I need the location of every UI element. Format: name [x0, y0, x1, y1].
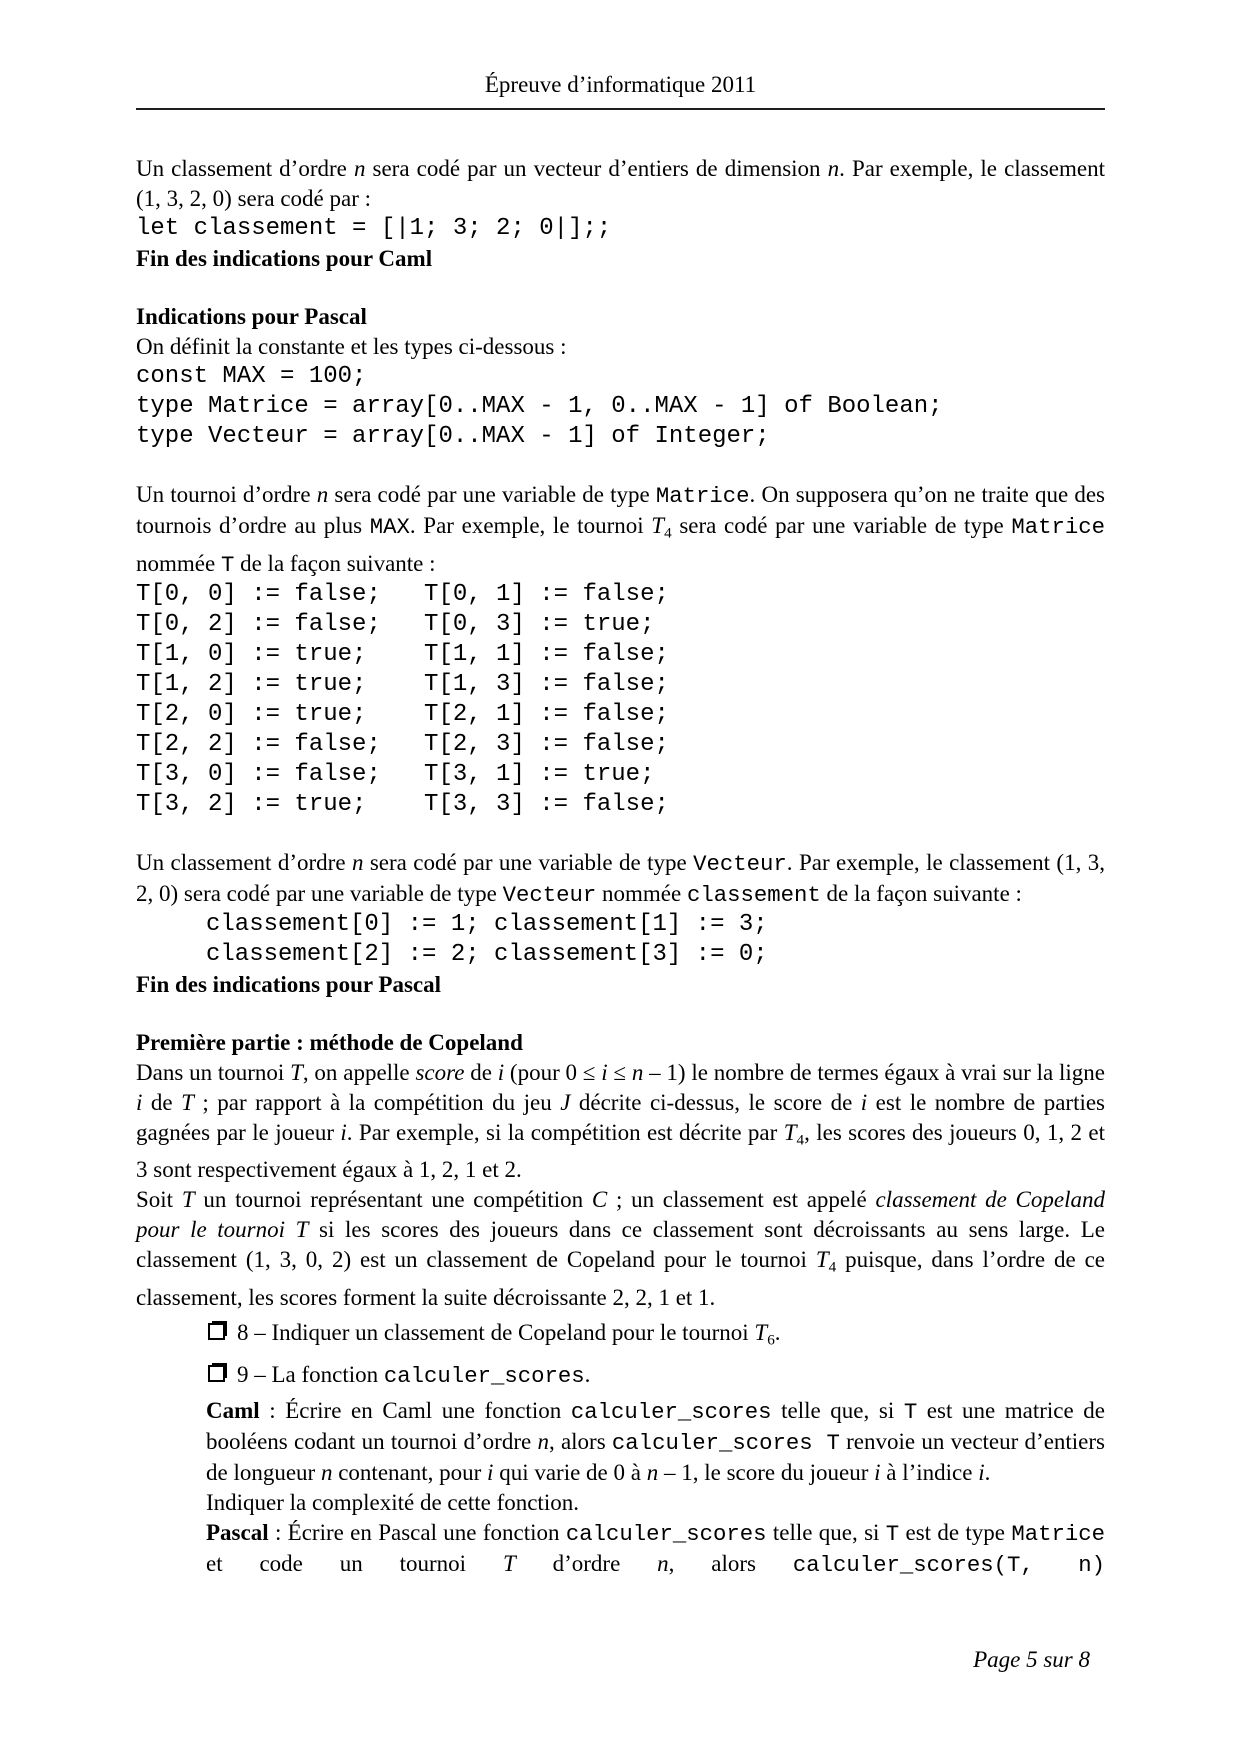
checkbox-icon	[208, 1323, 225, 1340]
code-line: T[2, 2] := false; T[2, 3] := false;	[136, 730, 669, 758]
tournoi-paragraph	[136, 480, 1105, 580]
text-segment: n	[351, 849, 364, 875]
text-segment: (pour 0 ≤	[504, 1059, 602, 1085]
pascal-task-paragraph	[206, 1518, 1105, 1580]
text-segment: Matrice	[1011, 514, 1105, 540]
text-segment: classement de Copeland pour le tournoi T	[136, 1187, 1105, 1243]
text-segment: 8 – Indiquer un classement de Copeland pour le tournoi	[237, 1319, 755, 1345]
text-segment: : Écrire en Pascal une fonction	[268, 1520, 566, 1546]
text-segment: Caml	[206, 1398, 260, 1424]
code-line: const MAX = 100;	[136, 363, 367, 390]
code-line: T[0, 2] := false; T[0, 3] := true;	[136, 610, 655, 638]
text-segment: .	[984, 1460, 991, 1486]
questions-block	[136, 1318, 1105, 1581]
pascal-intro-line: On définit la constante et les types ci-dessous :	[136, 334, 567, 359]
text-segment: à l’indice	[880, 1460, 979, 1486]
text-segment: calculer_scores	[570, 1399, 772, 1426]
code-line: T[3, 0] := false; T[3, 1] := true;	[136, 760, 655, 788]
text-segment: T	[783, 1119, 797, 1145]
code-line: type Vecteur = array[0..MAX - 1] of Integer;	[136, 423, 770, 450]
text-segment: de la façon suivante :	[234, 550, 436, 576]
code-line: classement[0] := 1; classement[1] := 3;	[206, 910, 768, 938]
text-segment: sera codé par une variable de type	[328, 482, 656, 507]
text-segment: ≤	[607, 1059, 632, 1085]
text-segment: n	[353, 156, 366, 181]
question-9	[206, 1360, 1105, 1391]
text-segment: est une matrice de booléens codant un tournoi d’ordre	[206, 1398, 1106, 1455]
text-segment: nommée	[596, 880, 687, 906]
text-segment: n	[631, 1059, 644, 1085]
text-segment: Vecteur	[693, 850, 787, 877]
text-segment: ; un classement est appelé	[607, 1187, 876, 1213]
code-line: T[2, 0] := true; T[2, 1] := false;	[136, 700, 669, 728]
text-segment: Matrice	[655, 483, 750, 509]
question-8-text	[237, 1319, 781, 1349]
text-segment: décrite ci-dessus, le score de	[570, 1089, 861, 1115]
text-segment: n	[646, 1460, 659, 1486]
text-segment: .	[584, 1362, 591, 1388]
text-segment: un tournoi représentant une compétition	[194, 1187, 592, 1213]
text-segment: i	[497, 1059, 505, 1085]
page-title: Épreuve d’informatique 2011	[484, 72, 757, 97]
text-segment: nommée	[136, 550, 221, 576]
text-segment: de	[142, 1089, 182, 1115]
text-segment: n	[316, 482, 329, 507]
text-segment: sera codé par une variable de type	[671, 513, 1012, 538]
classement-assignments-code	[136, 910, 1105, 970]
text-segment: calculer_scores	[565, 1521, 767, 1548]
text-segment: i	[136, 1089, 143, 1115]
text-segment: i	[874, 1460, 881, 1486]
pascal-heading: Indications pour Pascal	[136, 304, 367, 329]
caml-end-label: Fin des indications pour Caml	[136, 246, 433, 271]
text-segment: est le nombre de parties gagnées par le joueur	[136, 1089, 1106, 1145]
text-segment: , alors	[668, 1551, 793, 1577]
text-segment: calculer_scores	[383, 1363, 585, 1390]
text-segment: i	[601, 1059, 608, 1085]
text-segment: i	[487, 1460, 494, 1486]
text-segment: n	[827, 156, 840, 181]
text-segment: n	[537, 1429, 549, 1455]
text-segment: est de type	[899, 1520, 1012, 1546]
caml-code-block	[136, 214, 1105, 244]
text-segment: T	[181, 1187, 195, 1213]
text-segment: calculer_scores(T, n)	[792, 1552, 1105, 1579]
text-segment: Un tournoi d’ordre	[136, 482, 317, 507]
text-segment: 9 – La fonction	[237, 1362, 384, 1388]
text-segment: classement	[686, 881, 821, 908]
text-segment: telle que, si	[766, 1520, 886, 1546]
text-segment: Matrice	[1011, 1521, 1106, 1548]
text-segment: T	[885, 1521, 900, 1548]
text-segment: de la façon suivante :	[820, 880, 1022, 906]
text-segment: T	[815, 1247, 829, 1273]
text-segment: contenant, pour	[332, 1460, 488, 1486]
text-segment: C	[591, 1187, 608, 1213]
text-segment: n	[657, 1551, 669, 1577]
code-line: T[1, 0] := true; T[1, 1] := false;	[136, 640, 669, 668]
text-segment: n	[320, 1460, 333, 1486]
text-segment: i	[978, 1460, 985, 1486]
text-segment: T	[290, 1059, 303, 1085]
classement-paragraph	[136, 848, 1105, 910]
part1-heading: Première partie : méthode de Copeland	[136, 1029, 523, 1055]
code-line: let classement = [|1; 3; 2; 0|];;	[136, 215, 612, 242]
code-line: classement[2] := 2; classement[3] := 0;	[206, 940, 768, 968]
text-segment: T	[754, 1319, 768, 1345]
text-segment: , les scores des joueurs 0, 1, 2 et 3 sont respectivement égaux à 1, 2, 1 et 2.	[136, 1119, 1105, 1183]
complexity-line: Indiquer la complexité de cette fonction.	[206, 1490, 579, 1516]
text-segment: sera codé par une variable de type	[363, 849, 694, 875]
text-segment: puisque, dans l’ordre de ce classement, les scores forment la suite décroissante 2, 2, 1 et 1.	[136, 1247, 1105, 1310]
text-segment: . Par exemple, le tournoi	[409, 513, 652, 538]
text-segment: J	[560, 1089, 571, 1115]
text-segment: .	[774, 1319, 781, 1345]
question-8	[206, 1318, 1105, 1356]
text-segment: sera codé par un vecteur d’entiers de dimension	[365, 156, 828, 181]
caml-task-paragraph	[206, 1396, 1105, 1488]
text-segment: 4	[664, 524, 672, 542]
text-segment: T	[502, 1551, 516, 1577]
text-segment: . Par exemple, le classement (1, 3, 2, 0) sera codé par une variable de type	[136, 849, 1105, 906]
text-segment: MAX	[369, 514, 410, 540]
text-segment: T	[903, 1399, 918, 1426]
question-9-text	[237, 1362, 591, 1390]
text-segment: Soit	[136, 1187, 182, 1213]
text-segment: renvoie un vecteur d’entiers de longueur	[206, 1429, 1105, 1486]
text-segment: Un classement d’ordre	[136, 849, 352, 875]
pascal-end-label: Fin des indications pour Pascal	[136, 971, 442, 997]
text-segment: de	[464, 1059, 498, 1085]
text-segment: , alors	[548, 1429, 612, 1455]
text-segment: i	[860, 1089, 868, 1115]
text-segment: 6	[767, 1331, 775, 1349]
text-segment: . Par exemple, le classement (1, 3, 2, 0) sera codé par :	[136, 156, 1105, 211]
text-segment: d’ordre	[515, 1551, 658, 1577]
text-segment: calculer_scores T	[611, 1430, 840, 1457]
code-line: T[1, 2] := true; T[1, 3] := false;	[136, 670, 669, 698]
page-number: Page 5 sur 8	[973, 1647, 1090, 1672]
text-segment: , on appelle	[302, 1059, 416, 1085]
text-segment: si les scores des joueurs dans ce classement sont décroissants au sens large. Le classement (1, 3, 0, 2) est un classement de Copeland pour le tournoi	[136, 1217, 1105, 1273]
text-segment: 4	[796, 1131, 805, 1149]
text-segment: ; par rapport à la compétition du jeu	[193, 1089, 561, 1115]
text-segment: i	[340, 1119, 347, 1145]
text-segment: telle que, si	[771, 1398, 904, 1424]
text-segment: T	[651, 513, 665, 538]
text-segment: – 1, le score du joueur	[658, 1460, 875, 1486]
text-segment: qui varie de 0 à	[493, 1460, 647, 1486]
text-segment: T	[220, 551, 235, 578]
text-segment: Un classement d’ordre	[136, 156, 354, 181]
text-segment: et code un tournoi	[206, 1551, 503, 1577]
text-segment: 4	[828, 1258, 837, 1276]
text-segment: T	[181, 1089, 194, 1115]
code-line: T[0, 0] := false; T[0, 1] := false;	[136, 580, 669, 608]
text-segment: – 1) le nombre de termes égaux à vrai sur la ligne	[643, 1059, 1105, 1085]
text-segment: . Par exemple, si la compétition est décrite par	[346, 1119, 784, 1145]
text-segment: Pascal	[206, 1520, 269, 1546]
pascal-declarations-code	[136, 362, 1105, 452]
text-segment: Dans un tournoi	[136, 1059, 291, 1085]
caml-closing-paragraph	[136, 154, 1105, 214]
code-line: T[3, 2] := true; T[3, 3] := false;	[136, 790, 669, 818]
text-segment: . On supposera qu’on ne traite que des tournois d’ordre au plus	[136, 482, 1105, 538]
checkbox-icon	[208, 1365, 225, 1382]
text-segment: Vecteur	[502, 881, 597, 908]
copeland-paragraph	[136, 1185, 1105, 1313]
page-header	[136, 70, 1105, 110]
code-line: type Matrice = array[0..MAX - 1, 0..MAX - 1] of Boolean;	[136, 393, 943, 420]
matrix-assignments-code	[136, 580, 1105, 820]
text-segment: score	[415, 1059, 465, 1085]
scores-paragraph	[136, 1058, 1105, 1186]
text-segment: : Écrire en Caml une fonction	[259, 1398, 571, 1424]
